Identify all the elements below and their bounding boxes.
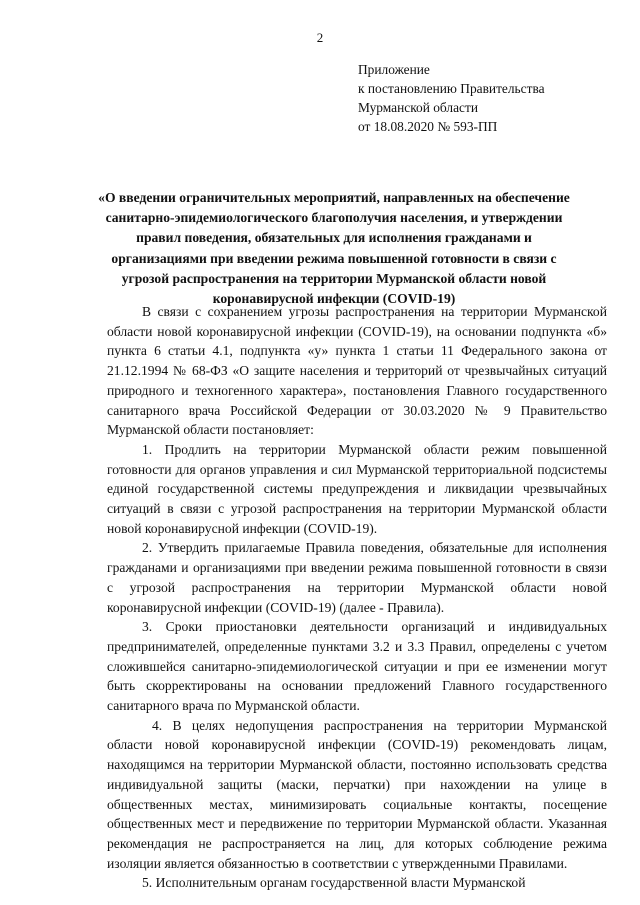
appendix-block <box>358 60 628 136</box>
preamble-paragraph: В связи с сохранением угрозы распространения на территории Мурманской области новой коронавирусной инфекции (COVID-19), на основании подпункта «б» пункта 6 статьи 4.1, подпункта «у» пункта 1 статьи 11 Федерального закона от 21.12.1994 № 68-ФЗ «О защите населения и территорий от чрезвычайных ситуаций природного и техногенного характера», постановления Главного государственного санитарного врача Российской Федерации от 30.03.2020 № 9 Правительство Мурманской области постановляет: <box>107 304 607 438</box>
clause-paragraph-1: 1. Продлить на территории Мурманской области режим повышенной готовности для органов управления и сил Мурманской территориальной подсистемы единой государственной системы предупреждения и ликвидации чрезвычайных ситуаций в связи с угрозой распространения на территории Мурманской области новой коронавирусной инфекции (COVID-19). <box>107 441 607 536</box>
appendix-line: Мурманской области <box>358 100 478 115</box>
clause-paragraph-5: 5. Исполнительным органам государственной власти Мурманской <box>142 875 526 891</box>
clause-paragraph-2: 2. Утвердить прилагаемые Правила поведения, обязательные для исполнения гражданами и организациями при введении режима повышенной готовности в связи с угрозой распространения на территории Мурманской области новой коронавирусной инфекции (COVID-19) (далее - Правила). <box>107 540 607 615</box>
appendix-line: к постановлению Правительства <box>358 81 545 96</box>
page-number: 2 <box>316 30 324 45</box>
document-title: «О введении ограничительных мероприятий, направленных на обеспечение санитарно-эпидемиологического благополучия населения, и утверждении правил поведения, обязательных для исполнения гражданами и организациями при введении режима повышенной готовности в связи с угрозой распространения на территории Мурманской области новой коронавирусной инфекции (COVID-19) <box>98 190 570 307</box>
clause-paragraph-4: 4. В целях недопущения распространения на территории Мурманской области новой коронавирусной инфекции (COVID-19) рекомендовать лицам, находящимся на территории Мурманской области, постоянно использовать средства индивидуальной защиты (маски, перчатки) при нахождении на улице в общественных местах, минимизировать социальные контакты, посещение общественных мест и передвижение по территории Мурманской области. Указанная рекомендация не распространяется на лиц, для которых соблюдение режима изоляции является обязанностью в соответствии с утвержденными Правилами. <box>107 717 607 871</box>
appendix-line: Приложение <box>358 62 430 77</box>
clause-paragraph-3: 3. Сроки приостановки деятельности организаций и индивидуальных предпринимателей, определенные пунктами 3.2 и 3.3 Правил, определены с учетом сложившейся санитарно-эпидемиологической ситуации и при ее изменении могут быть скорректированы на основании предложений Главного государственного санитарного врача по Мурманской области. <box>107 619 607 714</box>
appendix-line: от 18.08.2020 № 593-ПП <box>358 119 498 134</box>
document-body <box>107 302 607 893</box>
